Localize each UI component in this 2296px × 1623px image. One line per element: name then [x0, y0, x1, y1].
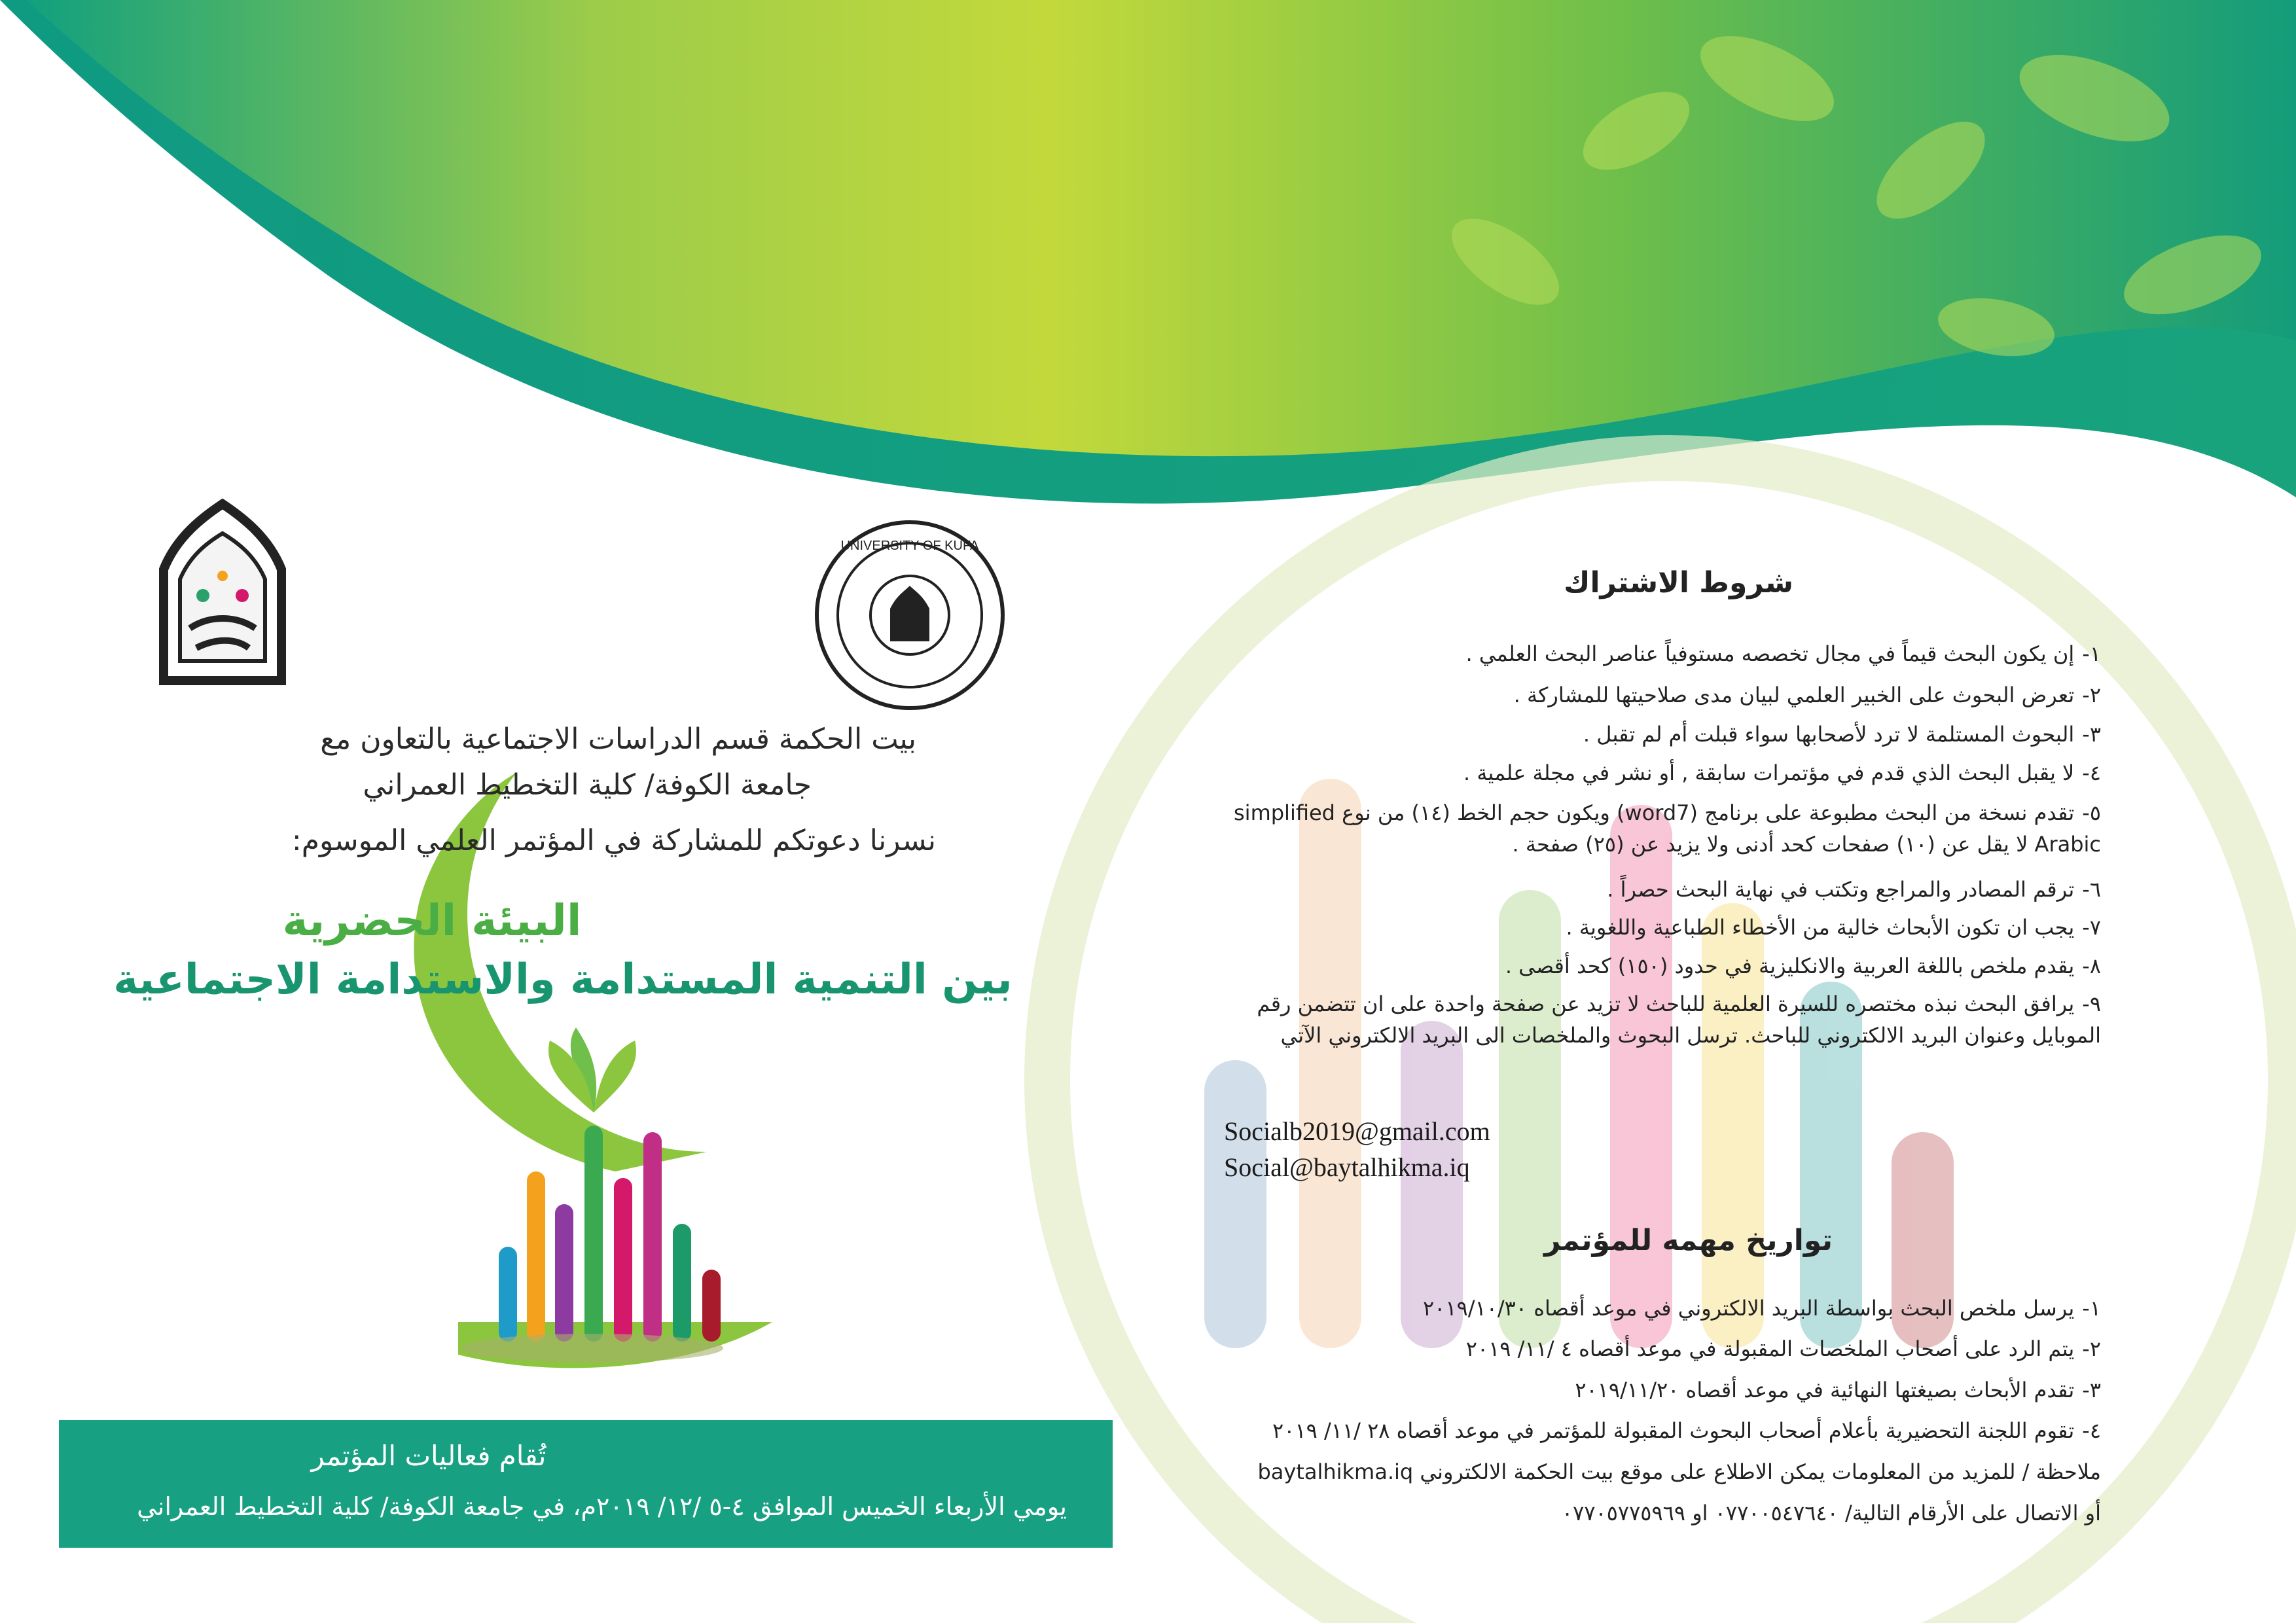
bayt-al-hikma-logo-icon — [151, 497, 295, 694]
condition-number: ٦- — [2082, 877, 2101, 902]
conference-title-sub: بين التنمية المستدامة والاستدامة الاجتماعية — [113, 955, 1013, 1004]
faded-bars — [1204, 779, 1954, 1348]
date-number: ٢- — [2082, 1336, 2101, 1361]
banner-heading: تُقام فعاليات المؤتمر — [311, 1440, 547, 1472]
condition-text: تعرض البحوث على الخبير العلمي لبيان مدى صلاحيتها للمشاركة . — [1513, 683, 2075, 707]
date-text: يتم الرد على أصحاب الملخصات المقبولة في موعد أقصاه ٤ /١١/ ٢٠١٩ — [1465, 1336, 2075, 1361]
condition-number: ٣- — [2082, 722, 2101, 747]
email-link-social-gmail[interactable]: Socialb2019@gmail.com — [1224, 1116, 1490, 1146]
condition-text: ترقم المصادر والمراجع وتكتب في نهاية البحث حصراً . — [1607, 877, 2075, 902]
intro-line-1: بيت الحكمة قسم الدراسات الاجتماعية بالتعاون مع — [320, 722, 916, 756]
condition-item — [1217, 874, 2101, 905]
condition-number: ٧- — [2082, 915, 2101, 940]
condition-number: ٤- — [2082, 760, 2101, 785]
condition-item — [1217, 797, 2101, 860]
date-item — [1217, 1374, 2101, 1406]
university-of-kufa-seal-icon — [812, 517, 1008, 713]
condition-number: ٩- — [2082, 991, 2101, 1016]
conference-logo-icon — [414, 772, 772, 1368]
condition-number: ١- — [2082, 641, 2101, 666]
condition-text: البحوث المستلمة لا ترد لأصحابها سواء قبلت أم لم تقبل . — [1583, 722, 2075, 747]
condition-item — [1217, 988, 2101, 1051]
date-item — [1217, 1333, 2101, 1364]
condition-item — [1217, 719, 2101, 750]
date-number: ٣- — [2082, 1378, 2101, 1402]
conditions-heading: شروط الاشتراك — [1564, 566, 1793, 599]
date-text: يرسل ملخص البحث بواسطة البريد الالكتروني في موعد أقصاه ٢٠١٩/١٠/٣٠ — [1422, 1296, 2075, 1321]
date-item — [1217, 1293, 2101, 1324]
condition-text: تقدم نسخة من البحث مطبوعة على برنامج (word7) ويكون حجم الخط (١٤) من نوع simplified Arabic لا يقل عن (١٠) صفحات كحد أدنى ولا يزيد عن (٢٥) صفحة . — [1234, 800, 2101, 857]
banner-details: يومي الأربعاء الخميس الموافق ٤-٥ /١٢/ ٢٠١٩م، في جامعة الكوفة/ كلية التخطيط العمراني — [137, 1492, 1067, 1521]
date-item — [1217, 1415, 2101, 1446]
condition-number: ٥- — [2082, 800, 2101, 825]
dates-phones: أو الاتصال على الأرقام التالية/ ٠٧٧٠٠٥٤٧٦٤٠ او ٠٧٧٠٥٧٧٥٩٦٩ — [1561, 1501, 2101, 1525]
event-info-banner — [59, 1420, 1113, 1548]
condition-item — [1217, 950, 2101, 982]
dates-heading: تواريخ مهمه للمؤتمر — [1544, 1224, 1833, 1257]
email-link-social-baytalhikma[interactable]: Social@baytalhikma.iq — [1224, 1152, 1470, 1182]
condition-item — [1217, 912, 2101, 943]
intro-line-3: نسرنا دعوتكم للمشاركة في المؤتمر العلمي الموسوم: — [291, 824, 936, 857]
condition-text: يقدم ملخص باللغة العربية والانكليزية في حدود (١٥٠) كحد أقصى . — [1505, 954, 2075, 978]
condition-item — [1217, 679, 2101, 711]
date-text: تقوم اللجنة التحضيرية بأعلام أصحاب البحوث المقبولة للمؤتمر في موعد أقصاه ٢٨ /١١/ ٢٠١٩ — [1272, 1418, 2075, 1443]
condition-text: يرافق البحث نبذه مختصره للسيرة العلمية للباحث لا تزيد عن صفحة واحدة على ان تتضمن رقم الموبايل وعنوان البريد الالكتروني للباحث. ترسل البحوث والملخصات الى البريد الالكتروني الآتي — [1257, 991, 2101, 1048]
condition-item — [1217, 638, 2101, 669]
conference-title-main: البيئة الحضرية — [282, 895, 582, 946]
condition-item — [1217, 757, 2101, 789]
intro-line-2: جامعة الكوفة/ كلية التخطيط العمراني — [363, 768, 812, 802]
condition-number: ٨- — [2082, 954, 2101, 978]
condition-text: إن يكون البحث قيماً في مجال تخصصه مستوفياً عناصر البحث العلمي . — [1465, 641, 2075, 666]
kufa-seal-text: UNIVERSITY OF KUFA — [840, 539, 979, 553]
date-text: تقدم الأبحاث بصيغتها النهائية في موعد أقصاه ٢٠١٩/١١/٢٠ — [1575, 1378, 2075, 1402]
date-number: ٤- — [2082, 1418, 2101, 1443]
condition-text: لا يقبل البحث الذي قدم في مؤتمرات سابقة , أو نشر في مجلة علمية . — [1463, 760, 2075, 785]
dates-note: ملاحظة / للمزيد من المعلومات يمكن الاطلاع على موقع بيت الحكمة الالكتروني baytalhikma.iq — [1257, 1459, 2101, 1484]
condition-text: يجب ان تكون الأبحاث خالية من الأخطاء الطباعية واللغوية . — [1566, 915, 2075, 940]
condition-number: ٢- — [2082, 683, 2101, 707]
date-number: ١- — [2082, 1296, 2101, 1321]
